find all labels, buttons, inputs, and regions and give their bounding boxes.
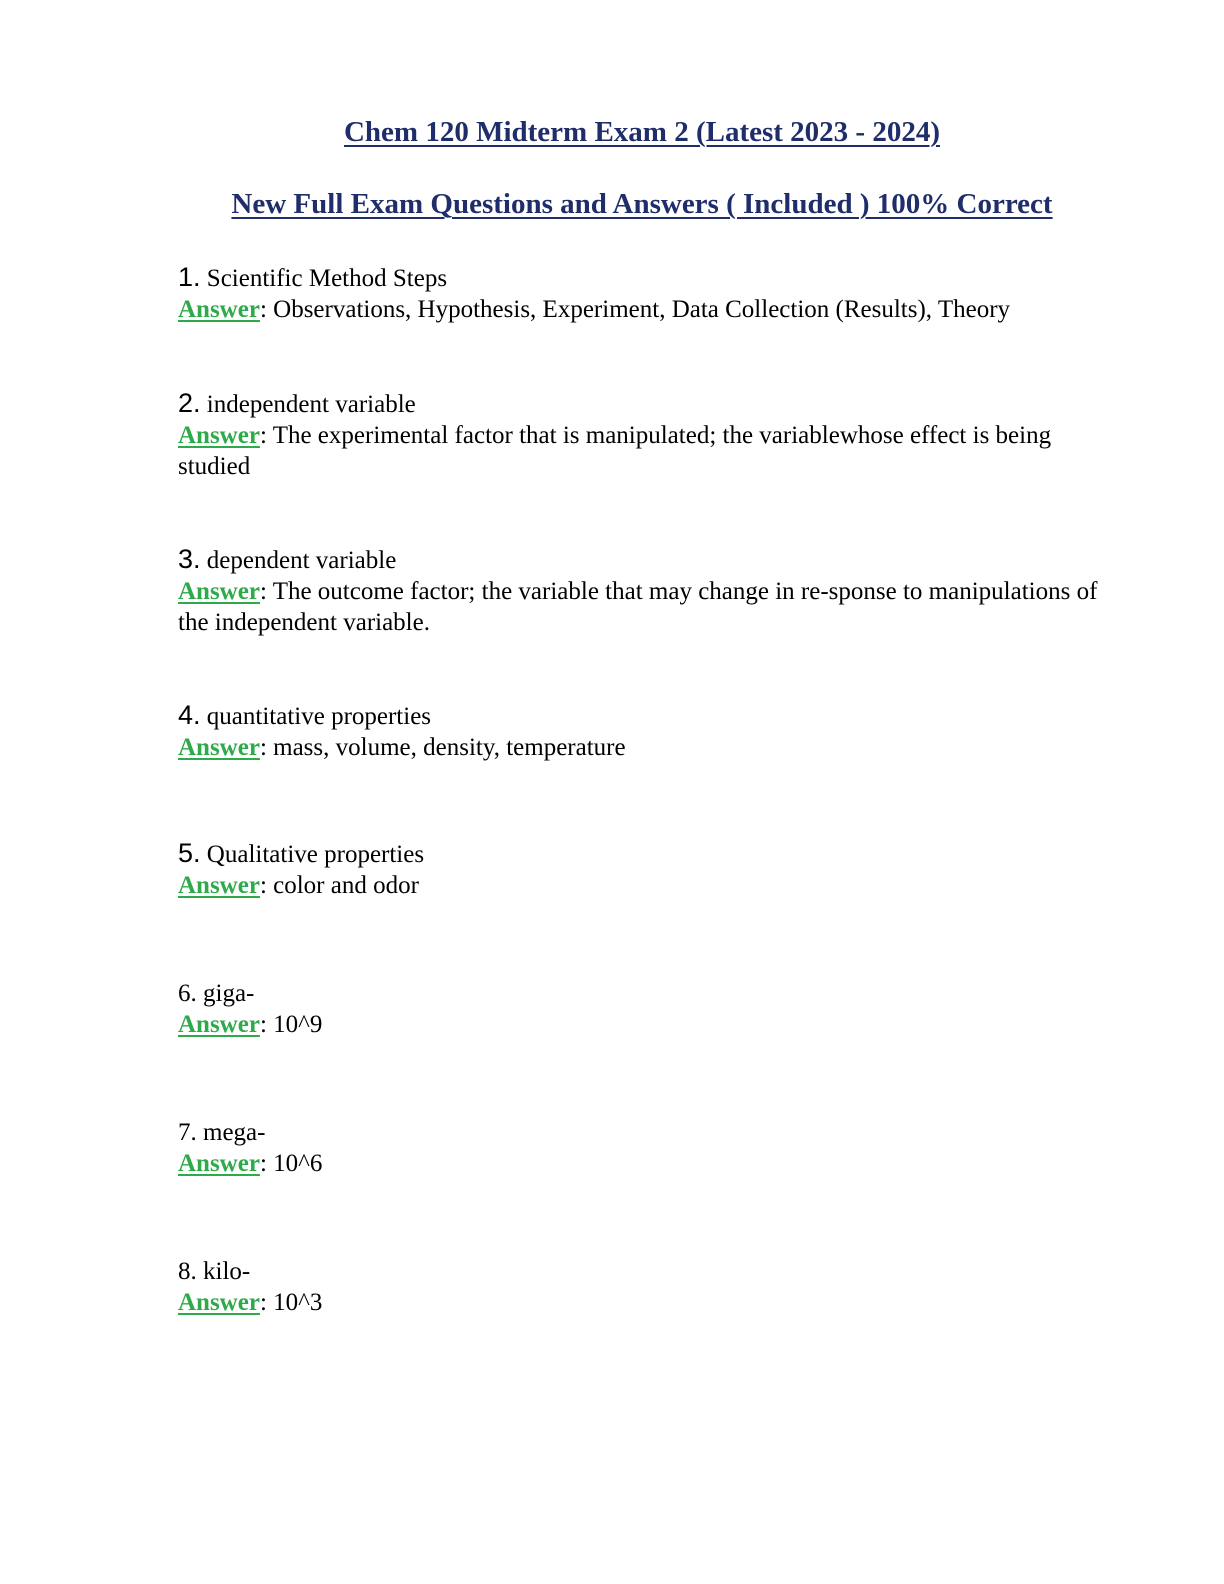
answer-line: Answer: 10^3 (178, 1289, 323, 1316)
answer-label: Answer (178, 422, 260, 449)
question-line: 1. Scientific Method Steps (178, 262, 448, 292)
question-line: 2. independent variable (178, 388, 416, 418)
question-term: Scientific Method Steps (206, 265, 448, 292)
question-item-2 (178, 388, 1108, 482)
question-number: 6 (178, 980, 191, 1007)
question-item-3 (178, 544, 1108, 638)
question-number: 7 (178, 1119, 191, 1146)
answer-label: Answer (178, 578, 260, 605)
question-number: 5 (178, 838, 194, 868)
question-number: 2 (178, 388, 194, 418)
answer-text: color and odor (273, 872, 419, 899)
answer-line: Answer: mass, volume, density, temperature (178, 734, 626, 761)
question-number: 8 (178, 1258, 191, 1285)
answer-text: 10^9 (273, 1011, 323, 1038)
document-title: Chem 120 Midterm Exam 2 (Latest 2023 - 2024) (343, 116, 940, 148)
answer-text: Observations, Hypothesis, Experiment, Data Collection (Results), Theory (273, 296, 1011, 323)
answer-text: The experimental factor that is manipulated; the variablewhose effect is being studied (178, 422, 1052, 480)
answer-line: Answer: The outcome factor; the variable that may change in re-sponse to manipulations of the independent variable. (178, 578, 1098, 636)
question-term: kilo- (203, 1258, 251, 1285)
answer-label: Answer (178, 296, 260, 323)
question-term: independent variable (206, 391, 416, 418)
question-number: 3 (178, 544, 194, 574)
answer-text: 10^3 (273, 1289, 323, 1316)
answer-text: 10^6 (273, 1150, 323, 1177)
question-line: 4. quantitative properties (178, 700, 432, 730)
question-line: 8. kilo- (178, 1258, 251, 1285)
question-item-6 (178, 978, 1108, 1040)
question-term: Qualitative properties (206, 841, 425, 868)
answer-line: Answer: Observations, Hypothesis, Experiment, Data Collection (Results), Theory (178, 296, 1011, 323)
question-item-5 (178, 838, 1108, 901)
question-term: mega- (203, 1119, 266, 1146)
question-line: 5. Qualitative properties (178, 838, 425, 868)
question-line: 7. mega- (178, 1119, 266, 1146)
question-item-1 (178, 262, 1108, 325)
question-line: 6. giga- (178, 980, 255, 1007)
question-item-7 (178, 1117, 1108, 1179)
answer-line: Answer: 10^6 (178, 1150, 323, 1177)
question-line: 3. dependent variable (178, 544, 397, 574)
question-term: quantitative properties (206, 703, 432, 730)
question-number: 1 (178, 262, 194, 292)
answer-label: Answer (178, 1289, 260, 1316)
question-term: giga- (203, 980, 255, 1007)
question-term: dependent variable (206, 547, 397, 574)
question-item-8 (178, 1256, 1108, 1318)
document-subtitle: New Full Exam Questions and Answers ( Included ) 100% Correct (231, 188, 1053, 220)
answer-label: Answer (178, 734, 260, 761)
answer-text: mass, volume, density, temperature (273, 734, 626, 761)
answer-line: Answer: 10^9 (178, 1011, 323, 1038)
answer-line: Answer: color and odor (178, 872, 419, 899)
question-item-4 (178, 700, 1108, 763)
answer-label: Answer (178, 872, 260, 899)
answer-label: Answer (178, 1011, 260, 1038)
answer-label: Answer (178, 1150, 260, 1177)
answer-line: Answer: The experimental factor that is manipulated; the variablewhose effect is being studied (178, 422, 1052, 480)
question-number: 4 (178, 700, 194, 730)
answer-text: The outcome factor; the variable that may change in re-sponse to manipulations of the independent variable. (178, 578, 1098, 636)
